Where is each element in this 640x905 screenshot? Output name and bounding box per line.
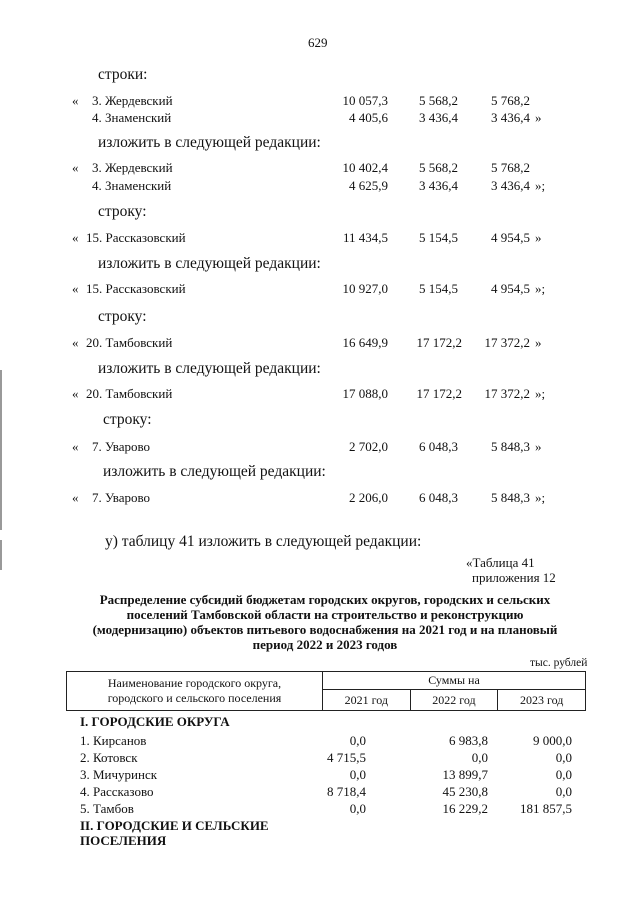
- open-quote: «: [72, 230, 79, 245]
- row-name: 7. Уварово: [92, 439, 151, 454]
- value-3: 5 768,2: [491, 160, 530, 175]
- value-2: 17 172,2: [416, 386, 462, 401]
- value-3: 5 768,2: [491, 93, 530, 108]
- row-name: 3. Жердевский: [92, 93, 173, 108]
- row-name: 3. Жердевский: [92, 160, 173, 175]
- value-2022: 6 983,8: [449, 733, 488, 748]
- value-1: 16 649,9: [342, 335, 388, 350]
- value-3: 5 848,3: [491, 490, 530, 505]
- value-2022: 0,0: [471, 750, 488, 765]
- header-sums: Суммы на: [323, 672, 586, 690]
- close-quote: »: [535, 110, 542, 125]
- close-quote: »: [535, 439, 542, 454]
- header-name-line1: Наименование городского округа,: [107, 676, 282, 690]
- close-quote: »;: [535, 281, 546, 296]
- section-heading-settlements-cont: ПОСЕЛЕНИЯ: [80, 833, 167, 848]
- text-izlozhit: изложить в следующей редакции:: [98, 255, 321, 272]
- table-header: [66, 671, 586, 711]
- value-1: 2 206,0: [349, 490, 388, 505]
- value-2022: 45 230,8: [442, 784, 488, 799]
- value-2021: 0,0: [349, 733, 366, 748]
- value-2: 5 568,2: [419, 93, 458, 108]
- value-1: 10 057,3: [342, 93, 388, 108]
- value-3: 17 372,2: [484, 386, 530, 401]
- district-name: 3. Мичуринск: [80, 767, 158, 782]
- open-quote: «: [72, 281, 79, 296]
- district-name: 5. Тамбов: [80, 801, 134, 816]
- header-name-line2: городского и сельского поселения: [107, 691, 282, 705]
- item-y-text: у) таблицу 41 изложить в следующей редакции:: [105, 533, 422, 550]
- value-3: 5 848,3: [491, 439, 530, 454]
- value-2: 5 154,5: [419, 281, 458, 296]
- value-2023: 0,0: [555, 767, 572, 782]
- district-name: 1. Кирсанов: [80, 733, 147, 748]
- value-1: 2 702,0: [349, 439, 388, 454]
- close-quote: »;: [535, 490, 546, 505]
- row-name: 20. Тамбовский: [86, 335, 173, 350]
- table-title-line: поселений Тамбовской области на строительство и реконструкцию: [126, 607, 524, 622]
- table-title-line: (модернизацию) объектов питьевого водоснабжения на 2021 год и на плановый: [92, 622, 558, 637]
- text-stroki: строки:: [98, 66, 148, 83]
- value-2: 5 154,5: [419, 230, 458, 245]
- value-1: 10 402,4: [342, 160, 388, 175]
- row-name: 20. Тамбовский: [86, 386, 173, 401]
- open-quote: «: [72, 335, 79, 350]
- text-stroku: строку:: [98, 203, 147, 220]
- table-title-line: период 2022 и 2023 годов: [252, 637, 398, 652]
- district-name: 2. Котовск: [80, 750, 138, 765]
- text-stroku: строку:: [98, 308, 147, 325]
- value-2: 17 172,2: [416, 335, 462, 350]
- section-heading-urban-districts: I. ГОРОДСКИЕ ОКРУГА: [80, 714, 230, 729]
- value-3: 4 954,5: [491, 281, 530, 296]
- table-label: «Таблица 41: [466, 555, 535, 570]
- value-2: 5 568,2: [419, 160, 458, 175]
- value-1: 11 434,5: [342, 230, 388, 245]
- section-heading-settlements: II. ГОРОДСКИЕ И СЕЛЬСКИЕ: [80, 818, 269, 833]
- close-quote: »: [535, 335, 542, 350]
- scan-edge-mark: [0, 370, 2, 530]
- value-3: 3 436,4: [491, 178, 530, 193]
- scan-edge-mark: [0, 540, 2, 570]
- value-3: 17 372,2: [484, 335, 530, 350]
- value-1: 17 088,0: [342, 386, 388, 401]
- value-1: 10 927,0: [342, 281, 388, 296]
- header-year-2022: 2022 год: [410, 690, 498, 711]
- page-number: 629: [308, 35, 328, 50]
- value-2022: 16 229,2: [442, 801, 488, 816]
- value-2023: 9 000,0: [533, 733, 572, 748]
- value-2023: 0,0: [555, 784, 572, 799]
- value-1: 4 625,9: [349, 178, 388, 193]
- value-2: 3 436,4: [419, 178, 458, 193]
- district-name: 4. Рассказово: [80, 784, 154, 799]
- open-quote: «: [72, 490, 79, 505]
- text-izlozhit: изложить в следующей редакции:: [98, 360, 321, 377]
- value-3: 4 954,5: [491, 230, 530, 245]
- text-izlozhit: изложить в следующей редакции:: [103, 463, 326, 480]
- table-label-appendix: приложения 12: [472, 570, 556, 585]
- value-2021: 8 718,4: [327, 784, 366, 799]
- row-name: 15. Рассказовский: [86, 281, 186, 296]
- value-2021: 4 715,5: [327, 750, 366, 765]
- units-label: тыс. рублей: [530, 657, 588, 669]
- value-3: 3 436,4: [491, 110, 530, 125]
- value-2022: 13 899,7: [442, 767, 488, 782]
- open-quote: «: [72, 386, 79, 401]
- close-quote: »;: [535, 386, 546, 401]
- value-2: 6 048,3: [419, 490, 458, 505]
- value-2: 3 436,4: [419, 110, 458, 125]
- value-1: 4 405,6: [349, 110, 388, 125]
- value-2023: 0,0: [555, 750, 572, 765]
- row-name: 15. Рассказовский: [86, 230, 186, 245]
- header-year-2021: 2021 год: [323, 690, 411, 711]
- header-year-2023: 2023 год: [498, 690, 586, 711]
- open-quote: «: [72, 439, 79, 454]
- value-2021: 0,0: [349, 801, 366, 816]
- row-name: 7. Уварово: [92, 490, 151, 505]
- open-quote: «: [72, 160, 79, 175]
- text-stroku: строку:: [103, 411, 152, 428]
- header-name-column: [67, 672, 323, 711]
- value-2023: 181 857,5: [520, 801, 572, 816]
- row-name: 4. Знаменский: [92, 110, 172, 125]
- open-quote: «: [72, 93, 79, 108]
- text-izlozhit: изложить в следующей редакции:: [98, 134, 321, 151]
- row-name: 4. Знаменский: [92, 178, 172, 193]
- table-title-line: Распределение субсидий бюджетам городских округов, городских и сельских: [99, 592, 551, 607]
- value-2021: 0,0: [349, 767, 366, 782]
- value-2: 6 048,3: [419, 439, 458, 454]
- close-quote: »;: [535, 178, 546, 193]
- close-quote: »: [535, 230, 542, 245]
